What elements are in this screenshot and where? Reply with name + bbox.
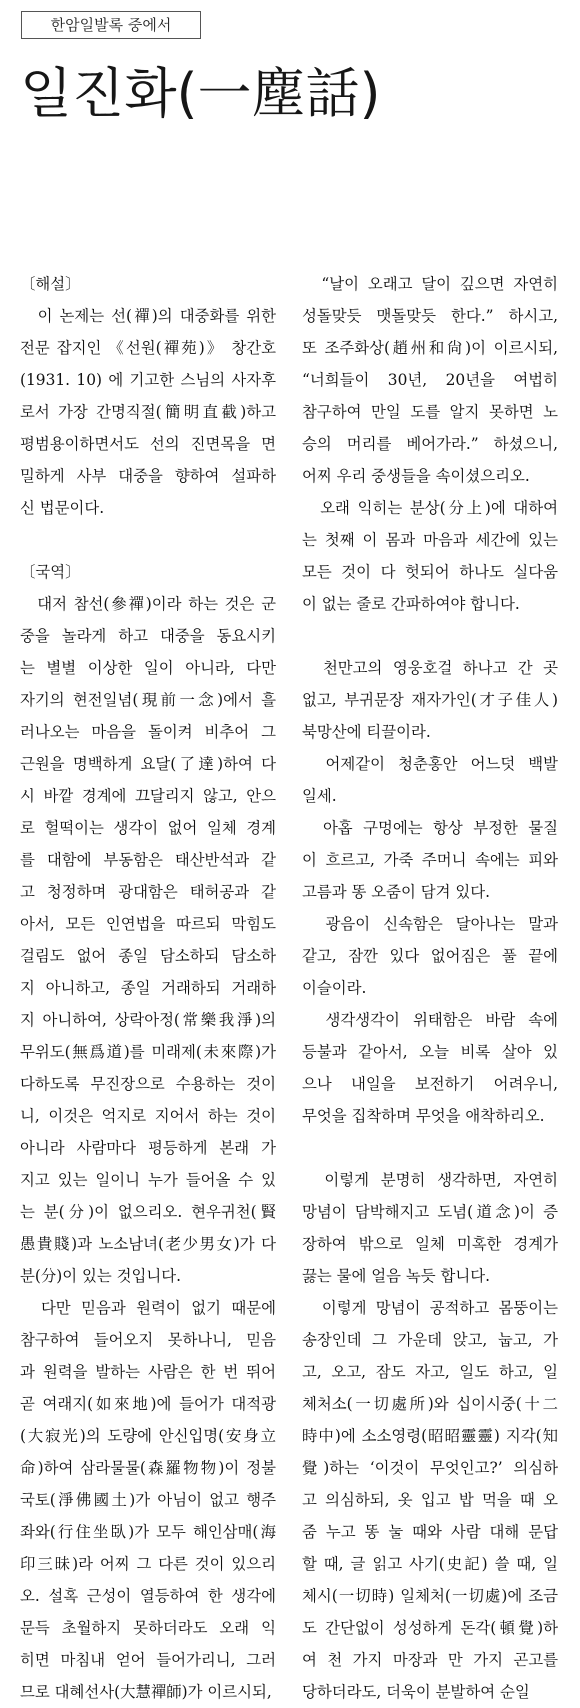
text-line: 전문 잡지인 《선원(禪苑)》 창간호 <box>20 339 276 357</box>
text-line: 아니라 사람마다 평등하게 본래 가 <box>20 1139 276 1157</box>
text-line: 시 바깥 경계에 끄달리지 않고, 안으 <box>20 787 276 805</box>
text-line: 과 원력을 발하는 사람은 한 번 뛰어 <box>20 1363 276 1381</box>
text-line: 분(分)이 있는 것입니다. <box>20 1267 182 1285</box>
text-line: 오. 설혹 근성이 열등하여 한 생각에 <box>20 1587 276 1605</box>
text-line: 광음이 신속함은 달아나는 말과 <box>302 915 558 933</box>
text-line: 끓는 물에 얼음 녹듯 합니다. <box>302 1267 491 1285</box>
left-column <box>20 268 276 1708</box>
text-line: 참구하여 들어오지 못하나니, 믿음 <box>20 1331 276 1349</box>
text-line: 이 없는 줄로 간파하여야 합니다. <box>302 595 520 613</box>
text-line: 생각생각이 위태함은 바람 속에 <box>302 1011 558 1029</box>
text-line: 자기의 현전일념(現前一念)에서 흘 <box>20 691 276 709</box>
text-line: 命)하여 삼라물물(森羅物物)이 정불 <box>20 1459 276 1477</box>
text-line: 천만고의 영웅호걸 하나고 간 곳 <box>302 659 558 677</box>
text-line: 도 간단없이 성성하게 돈각(頓覺)하 <box>302 1619 558 1637</box>
text-line: 고, 오고, 잠도 자고, 일도 하고, 일 <box>302 1363 558 1381</box>
text-line: 이 흐르고, 가죽 주머니 속에는 피와 <box>302 851 558 869</box>
text-line: 무위도(無爲道)를 미래제(未來際)가 <box>20 1043 276 1061</box>
text-line: 북망산에 티끌이라. <box>302 723 431 741</box>
text-line: 고 청정하며 광대함은 태허공과 같 <box>20 883 276 901</box>
text-line: 대저 참선(參禪)이라 하는 것은 군 <box>20 595 276 613</box>
text-line: 오래 익히는 분상(分上)에 대하여 <box>302 499 558 517</box>
text-line: 일세. <box>302 787 337 805</box>
text-line: 印三昧)라 어찌 그 다른 것이 있으리 <box>20 1555 276 1573</box>
text-line: “너희들이 30년, 20년을 여법히 <box>302 371 558 389</box>
text-line: 지 아니하여, 상락아정(常樂我淨)의 <box>20 1011 276 1029</box>
text-line: 좌와(行住坐臥)가 모두 해인삼매(海 <box>20 1523 276 1541</box>
text-line: 승의 머리를 베어가라.” 하셨으니, <box>302 435 558 453</box>
text-line: 성돌맞듯 맷돌맞듯 한다.” 하시고, <box>302 307 558 325</box>
text-line: 참구하여 만일 도를 알지 못하면 노 <box>302 403 558 421</box>
text-line: 愚貴賤)과 노소남녀(老少男女)가 다 <box>20 1235 276 1253</box>
text-line: 근원을 명백하게 요달(了達)하여 다 <box>20 755 276 773</box>
text-line: 등불과 같아서, 오늘 비록 살아 있 <box>302 1043 558 1061</box>
text-line: 아서, 모든 인연법을 따르되 막힘도 <box>20 915 276 933</box>
text-line: 이렇게 망념이 공적하고 몸뚱이는 <box>302 1299 558 1317</box>
text-line: 히면 마침내 얻어 들어가리니, 그러 <box>20 1651 276 1669</box>
text-line: 송장인데 그 가운데 앉고, 눕고, 가 <box>302 1331 558 1349</box>
text-line: 체시(一切時) 일체처(一切處)에 조금 <box>302 1587 558 1605</box>
text-line: 는 첫째 이 몸과 마음과 세간에 있는 <box>302 531 558 549</box>
text-line: 時中)에 소소영령(昭昭靈靈) 지각(知 <box>302 1427 558 1445</box>
text-line: 중을 놀라게 하고 대중을 동요시키 <box>20 627 276 645</box>
text-line: 아홉 구멍에는 항상 부정한 물질 <box>302 819 558 837</box>
text-line: 覺)하는 ‘이것이 무엇인고?’ 의심하 <box>302 1459 558 1477</box>
article-title: 일진화(一塵話) <box>20 62 381 125</box>
text-line: 고름과 똥 오줌이 담겨 있다. <box>302 883 491 901</box>
text-line: “날이 오래고 달이 깊으면 자연히 <box>302 275 558 293</box>
paragraph-gap <box>302 620 558 652</box>
text-line: 당하더라도, 더욱이 분발하여 순일 <box>302 1683 530 1701</box>
right-column <box>302 268 558 1708</box>
text-line: 다하도록 무진장으로 수용하는 것이 <box>20 1075 276 1093</box>
text-line: 장하여 밖으로 일체 미혹한 경계가 <box>302 1235 558 1253</box>
text-line: 니, 이것은 억지로 지어서 하는 것이 <box>20 1107 276 1125</box>
text-line: 문득 초월하지 못하더라도 오래 익 <box>20 1619 276 1637</box>
text-line: (大寂光)의 도량에 안신입명(安身立 <box>20 1427 276 1445</box>
text-line: 〔해설〕 <box>20 275 81 293</box>
text-line: (1931. 10) 에 기고한 스님의 사자후 <box>20 371 276 389</box>
text-line: 줌 누고 똥 눌 때와 사람 대해 문답 <box>302 1523 558 1541</box>
text-line: 밀하게 사부 대중을 향하여 설파하 <box>20 467 276 485</box>
text-line: 무엇을 집착하며 무엇을 애착하리오. <box>302 1107 545 1125</box>
paragraph-gap <box>20 524 276 556</box>
text-line: 이슬이라. <box>302 979 367 997</box>
text-line: 로서 가장 간명직절(簡明直截)하고 <box>20 403 276 421</box>
text-line: 이 논제는 선(禪)의 대중화를 위한 <box>20 307 276 325</box>
text-line: 는 별별 이상한 일이 아니라, 다만 <box>20 659 276 677</box>
text-line: 곧 여래지(如來地)에 들어가 대적광 <box>20 1395 276 1413</box>
text-line: 평범용이하면서도 선의 진면목을 면 <box>20 435 276 453</box>
paragraph-gap <box>302 1132 558 1164</box>
text-line: 지고 있는 일이니 누가 들어올 수 있 <box>20 1171 276 1189</box>
text-line: 여 천 가지 마장과 만 가지 곤고를 <box>302 1651 558 1669</box>
text-line: 어찌 우리 중생들을 속이셨으리오. <box>302 467 530 485</box>
text-line: 신 법문이다. <box>20 499 105 517</box>
text-line: 지 아니하고, 종일 거래하되 거래하 <box>20 979 276 997</box>
text-line: 어제같이 청춘홍안 어느덧 백발 <box>302 755 558 773</box>
text-line: 를 대함에 부동함은 태산반석과 같 <box>20 851 276 869</box>
text-line: 모든 것이 다 헛되어 하나도 실다움 <box>302 563 558 581</box>
text-line: 는 분(分)이 없으리오. 현우귀천(賢 <box>20 1203 276 1221</box>
text-line: 으나 내일을 보전하기 어려우니, <box>302 1075 558 1093</box>
text-line: 므로 대혜선사(大慧禪師)가 이르시되, <box>20 1683 272 1701</box>
text-line: 망념이 담박해지고 도념(道念)이 증 <box>302 1203 558 1221</box>
section-tag: 한암일발록 중에서 <box>21 11 201 39</box>
text-line: 다만 믿음과 원력이 없기 때문에 <box>20 1299 276 1317</box>
text-line: 국토(淨佛國土)가 아님이 없고 행주 <box>20 1491 276 1509</box>
text-line: 이렇게 분명히 생각하면, 자연히 <box>302 1171 558 1189</box>
text-line: 체처소(一切處所)와 십이시중(十二 <box>302 1395 558 1413</box>
text-line: 할 때, 글 읽고 사기(史記) 쓸 때, 일 <box>302 1555 558 1573</box>
text-line: 로 헐떡이는 생각이 없어 일체 경계 <box>20 819 276 837</box>
text-line: 〔국역〕 <box>20 563 81 581</box>
text-line: 같고, 잠깐 있다 없어짐은 풀 끝에 <box>302 947 558 965</box>
text-line: 고 의심하되, 옷 입고 밥 먹을 때 오 <box>302 1491 558 1509</box>
text-line: 또 조주화상(趙州和尙)이 이르시되, <box>302 339 558 357</box>
text-line: 러나오는 마음을 돌이켜 비추어 그 <box>20 723 276 741</box>
text-line: 없고, 부귀문장 재자가인(才子佳人) <box>302 691 558 709</box>
text-line: 걸림도 없어 종일 담소하되 담소하 <box>20 947 276 965</box>
